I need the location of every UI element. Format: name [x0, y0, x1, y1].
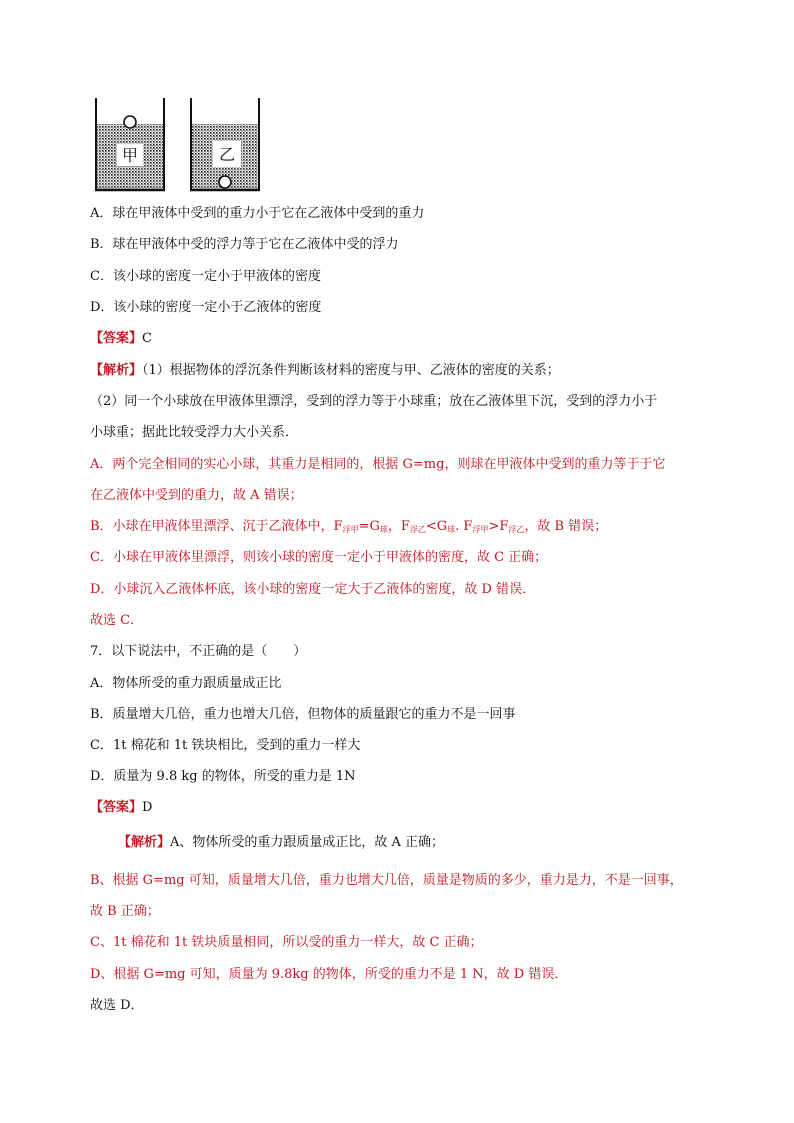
- q7-stem: 7．以下说法中，不正确的是（ ）: [90, 644, 307, 659]
- subscript: 浮甲: [342, 525, 359, 534]
- q7-option-d: D．质量为 9.8 kg 的物体，所受的重力是 1N: [90, 769, 356, 784]
- sunken-ball: [219, 176, 231, 188]
- q6-explain-b: [90, 518, 607, 539]
- subscript: 浮甲: [472, 525, 489, 534]
- answer-tag: 【答案】: [90, 800, 143, 815]
- text: =G: [358, 519, 380, 534]
- analysis-text: （1）根据物体的浮沉条件判断该材料的密度与甲、乙液体的密度的关系；: [142, 363, 560, 378]
- subscript: 浮乙: [508, 525, 525, 534]
- text: ，F: [387, 519, 410, 534]
- q7-answer: [90, 799, 152, 817]
- answer-tag: 【答案】: [90, 331, 143, 346]
- beaker-jia: [95, 98, 165, 191]
- q6-answer: [90, 330, 152, 348]
- q7-analysis-a: [118, 834, 444, 852]
- answer-value: C: [142, 331, 152, 346]
- subscript: 浮乙: [409, 525, 426, 534]
- q7-explain-b-2: 故 B 正确；: [90, 904, 160, 919]
- q7-conclusion: 故选 D．: [90, 998, 144, 1013]
- q6-explain-d: D．小球沉入乙液体杯底，该小球的密度一定大于乙液体的密度，故 D 错误．: [90, 582, 536, 597]
- q6-analysis-2: （2）同一个小球放在甲液体里漂浮，受到的浮力等于小球重；放在乙液体里下沉，受到的浮力小于: [90, 394, 658, 409]
- q6-option-a: A．球在甲液体中受到的重力小于它在乙液体中受到的重力: [90, 206, 425, 221]
- q6-analysis-1: [90, 362, 560, 380]
- q6-option-d: D．该小球的密度一定小于乙液体的密度: [90, 300, 322, 315]
- text: . F: [455, 519, 473, 534]
- text: ，故 B 错误；: [524, 519, 608, 534]
- q6-explain-c: C．小球在甲液体里漂浮，则该小球的密度一定小于甲液体的密度，故 C 正确；: [90, 550, 548, 565]
- q6-analysis-3: 小球重；据此比较受浮力大小关系．: [90, 425, 299, 440]
- q6-explain-a-2: 在乙液体中受到的重力，故 A 错误；: [90, 488, 303, 503]
- analysis-text: A、物体所受的重力跟质量成正比，故 A 正确；: [170, 835, 445, 850]
- q7-explain-d: D、根据 G=mg 可知，质量为 9.8kg 的物体，所受的重力不是 1 N，故 D 错误．: [90, 967, 568, 982]
- subscript: 球: [379, 525, 388, 534]
- q7-option-c: C．1t 棉花和 1t 铁块相比，受到的重力一样大: [90, 738, 361, 753]
- text: <G: [425, 519, 448, 534]
- q7-option-b: B．质量增大几倍，重力也增大几倍，但物体的质量跟它的重力不是一回事: [90, 707, 516, 722]
- text: B．小球在甲液体里漂浮、沉于乙液体中，F: [90, 519, 343, 534]
- beaker-yi: [190, 98, 260, 191]
- q6-conclusion: 故选 C．: [90, 613, 144, 628]
- beaker-yi-label: 乙: [218, 145, 236, 164]
- beakers-diagram: [90, 96, 270, 196]
- answer-value: D: [142, 800, 153, 815]
- beaker-jia-label: 甲: [121, 146, 139, 165]
- text: >F: [488, 519, 509, 534]
- q7-option-a: A．物体所受的重力跟质量成正比: [90, 676, 282, 691]
- q6-explain-a-1: A．两个完全相同的实心小球，其重力是相同的，根据 G=mg，则球在甲液体中受到的重力等于于它: [90, 457, 666, 472]
- q6-option-c: C．该小球的密度一定小于甲液体的密度: [90, 269, 321, 284]
- q7-explain-b-1: B、根据 G=mg 可知，质量增大几倍，重力也增大几倍，质量是物质的多少，重力是力，不是一回事，: [90, 873, 683, 888]
- subscript: 球: [447, 525, 456, 534]
- analysis-tag: 【解析】: [90, 363, 143, 378]
- q7-explain-c: C、1t 棉花和 1t 铁块质量相同，所以受的重力一样大，故 C 正确；: [90, 935, 483, 950]
- beakers-figure: [90, 96, 270, 196]
- floating-ball: [124, 116, 136, 128]
- analysis-tag: 【解析】: [118, 835, 171, 850]
- q6-option-b: B．球在甲液体中受的浮力等于它在乙液体中受的浮力: [90, 237, 399, 252]
